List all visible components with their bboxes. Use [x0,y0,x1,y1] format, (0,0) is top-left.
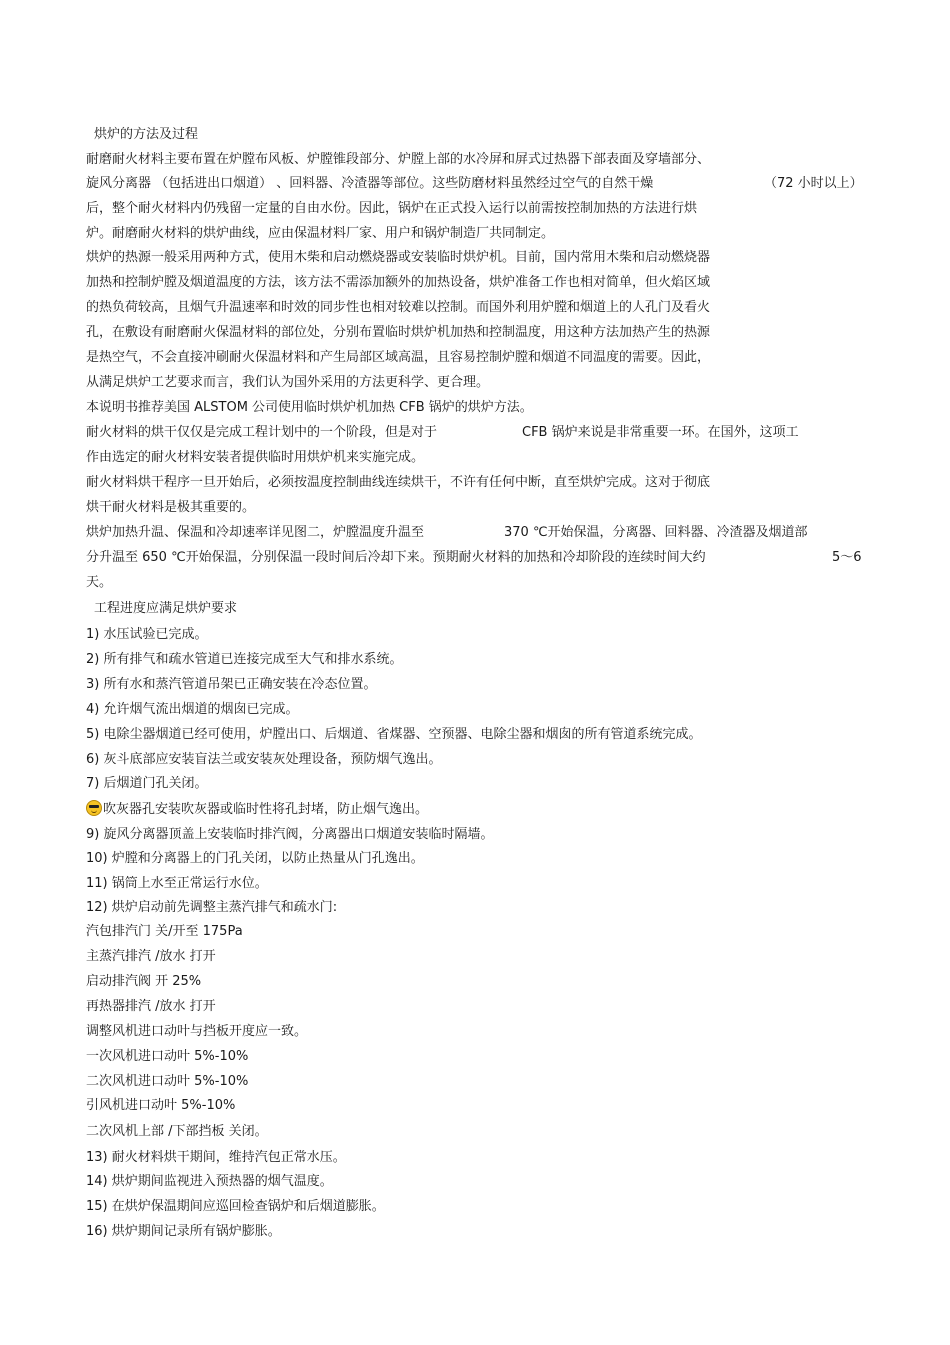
list-item: 1) 水压试验已完成。 [86,627,208,642]
paragraph-fragment: （72 小时以上） [764,176,863,191]
list-item: 10) 炉膛和分离器上的门孔关闭，以防止热量从门孔逸出。 [86,851,424,866]
list-item: 5) 电除尘器烟道已经可使用，炉膛出口、后烟道、省煤器、空预器、电除尘器和烟囱的所有管道系统完成。 [86,727,702,742]
paragraph-line: 加热和控制炉膛及烟道温度的方法，该方法不需添加额外的加热设备，烘炉准备工作也相对简单，但火焰区域 [86,275,711,290]
list-item: 二次风机进口动叶 5%-10% [86,1074,249,1089]
list-item: 启动排汽阀 开 25% [86,974,202,989]
paragraph-line: 后，整个耐火材料内仍残留一定量的自由水份。因此，锅炉在正式投入运行以前需按控制加热的方法进行烘 [86,201,698,216]
paragraph-fragment: 5～6 [832,550,862,565]
list-item: 主蒸汽排汽 /放水 打开 [86,949,216,964]
paragraph-line: 是热空气，不会直接冲刷耐火保温材料和产生局部区域高温，且容易控制炉膛和烟道不同温度的需要。因此， [86,350,711,365]
paragraph-line: 炉。耐磨耐火材料的烘炉曲线，应由保温材料厂家、用户和锅炉制造厂共同制定。 [86,226,555,241]
paragraph-line: 烘炉加热升温、保温和冷却速率详见图二，炉膛温度升温至 [86,525,425,540]
list-item: 二次风机上部 /下部挡板 关闭。 [86,1124,268,1139]
paragraph-line: 旋风分离器 （包括进出口烟道） 、回料器、冷渣器等部位。这些防磨材料虽然经过空气的自然干燥 [86,176,654,191]
section-title-schedule: 工程进度应满足烘炉要求 [94,601,238,616]
paragraph-fragment: CFB 锅炉来说是非常重要一环。在国外，这项工 [522,425,799,440]
list-item: 11) 锅筒上水至正常运行水位。 [86,876,268,891]
list-item: 14) 烘炉期间监视进入预热器的烟气温度。 [86,1174,333,1189]
list-item [86,800,428,816]
paragraph-fragment: 370 ℃开始保温，分离器、回料器、冷渣器及烟道部 [504,525,808,540]
paragraph-line: 分升温至 650 ℃开始保温，分别保温一段时间后冷却下来。预期耐火材料的加热和冷却阶段的连续时间大约 [86,550,706,565]
list-item: 再热器排汽 /放水 打开 [86,999,216,1014]
paragraph-line: 耐火材料的烘干仅仅是完成工程计划中的一个阶段，但是对于 [86,425,438,440]
sunglasses-emoji-icon [86,800,102,816]
paragraph-line: 作由选定的耐火材料安装者提供临时用烘炉机来实施完成。 [86,450,425,465]
list-item: 汽包排汽门 关/开至 175Pa [86,924,243,939]
list-item: 16) 烘炉期间记录所有锅炉膨胀。 [86,1224,281,1239]
list-item-text: 吹灰器孔安装吹灰器或临时性将孔封堵，防止烟气逸出。 [103,802,429,817]
list-item: 7) 后烟道门孔关闭。 [86,776,208,791]
list-item: 3) 所有水和蒸汽管道吊架已正确安装在冷态位置。 [86,677,377,692]
list-item: 4) 允许烟气流出烟道的烟囱已完成。 [86,702,299,717]
list-item: 9) 旋风分离器顶盖上安装临时排汽阀，分离器出口烟道安装临时隔墙。 [86,827,494,842]
paragraph-line: 烘干耐火材料是极其重要的。 [86,500,256,515]
list-item: 一次风机进口动叶 5%-10% [86,1049,249,1064]
list-item: 6) 灰斗底部应安装盲法兰或安装灰处理设备，预防烟气逸出。 [86,752,442,767]
paragraph-line: 耐磨耐火材料主要布置在炉膛布风板、炉膛锥段部分、炉膛上部的水冷屏和屏式过热器下部表面及穿墙部分、 [86,152,711,167]
list-item: 2) 所有排气和疏水管道已连接完成至大气和排水系统。 [86,652,403,667]
list-item: 12) 烘炉启动前先调整主蒸汽排气和疏水门: [86,900,338,915]
paragraph-line: 的热负荷较高，且烟气升温速率和时效的同步性也相对较难以控制。而国外利用炉膛和烟道上的人孔门及看火 [86,300,711,315]
list-item: 引风机进口动叶 5%-10% [86,1098,236,1113]
list-item: 15) 在烘炉保温期间应巡回检查锅炉和后烟道膨胀。 [86,1199,385,1214]
paragraph-line: 烘炉的热源一般采用两种方式，使用木柴和启动燃烧器或安装临时烘炉机。目前，国内常用木柴和启动燃烧器 [86,250,711,265]
paragraph-line: 耐火材料烘干程序一旦开始后，必须按温度控制曲线连续烘干，不许有任何中断，直至烘炉完成。这对于彻底 [86,475,711,490]
paragraph-line: 孔，在敷设有耐磨耐火保温材料的部位处，分别布置临时烘炉机加热和控制温度，用这种方法加热产生的热源 [86,325,711,340]
section-title-drying-method: 烘炉的方法及过程 [94,127,199,142]
paragraph-line: 从满足烘炉工艺要求而言，我们认为国外采用的方法更科学、更合理。 [86,375,490,390]
list-item: 调整风机进口动叶与挡板开度应一致。 [86,1024,308,1039]
paragraph-line: 本说明书推荐美国 ALSTOM 公司使用临时烘炉机加热 CFB 锅炉的烘炉方法。 [86,400,533,415]
list-item: 13) 耐火材料烘干期间，维持汽包正常水压。 [86,1150,346,1165]
paragraph-line: 天。 [86,575,113,590]
